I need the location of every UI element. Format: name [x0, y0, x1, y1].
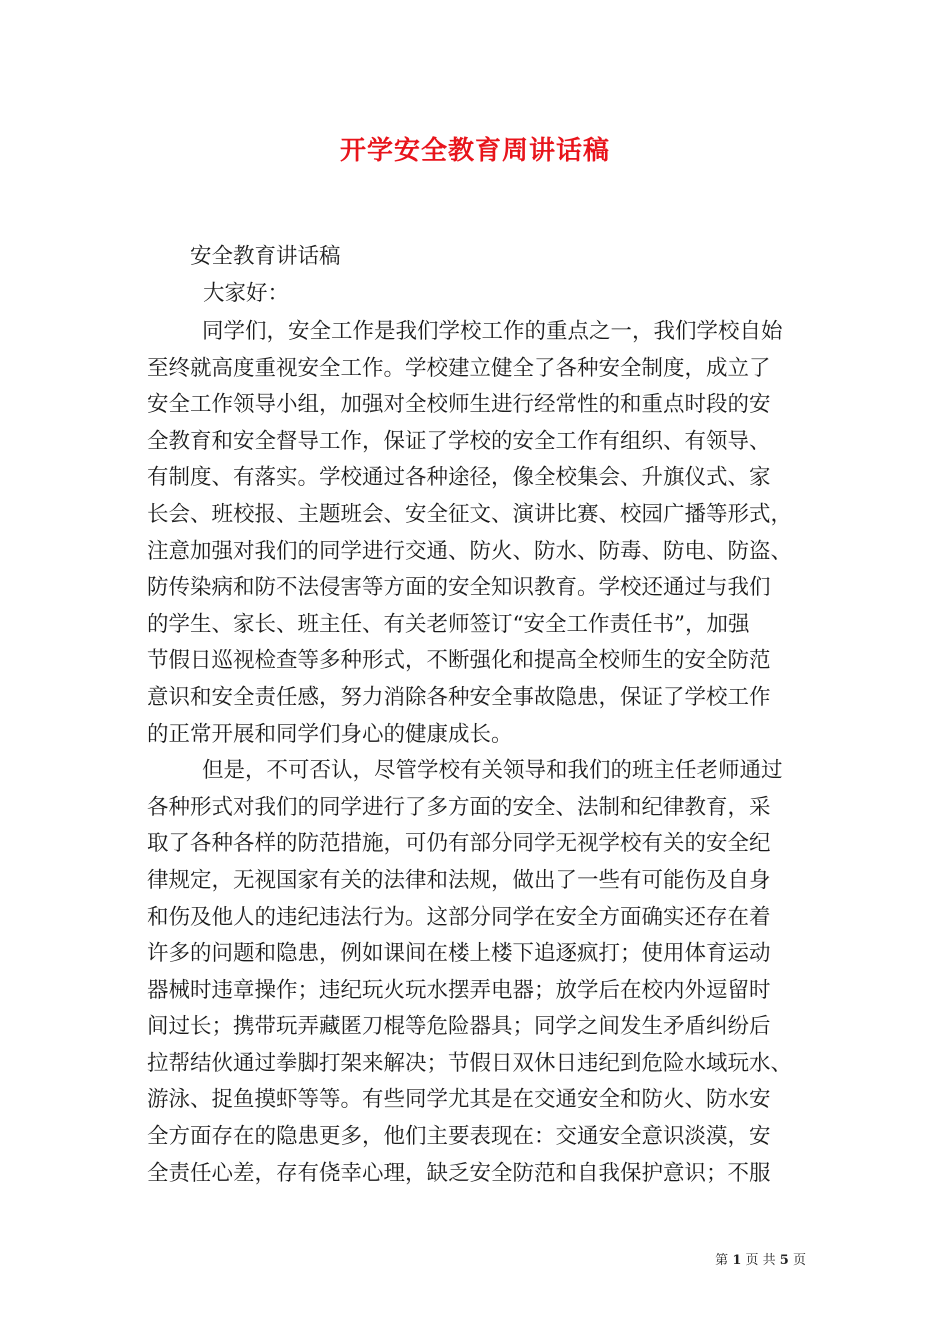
text-line: 安全工作领导小组，加强对全校师生进行经常性的和重点时段的安	[147, 392, 771, 418]
paragraph	[147, 753, 807, 1192]
text-line: 长会、班校报、主题班会、安全征文、演讲比赛、校园广播等形式，	[147, 501, 793, 527]
text-line: 间过长；携带玩弄藏匿刀棍等危险器具；同学之间发生矛盾纠纷后	[147, 1014, 771, 1040]
text-line: 器械时违章操作；违纪玩火玩水摆弄电器；放学后在校内外逗留时	[147, 977, 771, 1003]
text-line: 和伤及他人的违纪违法行为。这部分同学在安全方面确实还存在着	[147, 904, 771, 930]
document-title: 开学安全教育周讲话稿	[339, 136, 610, 166]
text-line: 有制度、有落实。学校通过各种途径，像全校集会、升旗仪式、家	[147, 465, 771, 491]
text-line: 拉帮结伙通过拳脚打架来解决；节假日双休日违纪到危险水域玩水、	[147, 1050, 793, 1076]
text-line: 的学生、家长、班主任、有关老师签订“安全工作责任书”，加强	[147, 611, 750, 637]
text-line: 游泳、捉鱼摸虾等等。有些同学尤其是在交通安全和防火、防水安	[147, 1087, 771, 1113]
text-line: 节假日巡视检查等多种形式，不断强化和提高全校师生的安全防范	[147, 648, 771, 674]
footer-prefix: 第	[715, 1253, 729, 1268]
text-line: 同学们，安全工作是我们学校工作的重点之一，我们学校自始	[202, 319, 783, 344]
text-line: 全方面存在的隐患更多，他们主要表现在：交通安全意识淡漠，安	[147, 1124, 771, 1150]
text-line: 各种形式对我们的同学进行了多方面的安全、法制和纪律教育，采	[147, 794, 771, 820]
text-line: 全责任心差，存有侥幸心理，缺乏安全防范和自我保护意识；不服	[147, 1160, 771, 1186]
text-line: 全教育和安全督导工作，保证了学校的安全工作有组织、有领导、	[147, 428, 771, 454]
footer-suffix: 页	[792, 1253, 806, 1268]
paragraph	[147, 314, 807, 753]
greeting: 大家好：	[203, 281, 290, 306]
text-line: 取了各种各样的防范措施，可仍有部分同学无视学校有关的安全纪	[147, 831, 771, 857]
total-pages-number: 5	[779, 1253, 789, 1268]
body-text	[147, 314, 807, 1192]
text-line: 许多的问题和隐患，例如课间在楼上楼下追逐疯打；使用体育运动	[147, 941, 771, 967]
page-number-footer	[715, 1249, 806, 1268]
text-line: 意识和安全责任感，努力消除各种安全事故隐患，保证了学校工作	[147, 684, 771, 710]
text-line: 但是，不可否认，尽管学校有关领导和我们的班主任老师通过	[202, 758, 783, 784]
text-line: 的正常开展和同学们身心的健康成长。	[147, 721, 513, 747]
text-line: 注意加强对我们的同学进行交通、防火、防水、防毒、防电、防盗、	[147, 538, 793, 564]
text-line: 至终就高度重视安全工作。学校建立健全了各种安全制度，成立了	[147, 355, 771, 381]
text-line: 防传染病和防不法侵害等方面的安全知识教育。学校还通过与我们	[147, 575, 771, 601]
footer-middle: 页 共	[745, 1253, 776, 1268]
current-page-number: 1	[732, 1253, 742, 1268]
text-line: 律规定，无视国家有关的法律和法规，做出了一些有可能伤及自身	[147, 867, 771, 893]
document-subtitle: 安全教育讲话稿	[190, 244, 341, 269]
